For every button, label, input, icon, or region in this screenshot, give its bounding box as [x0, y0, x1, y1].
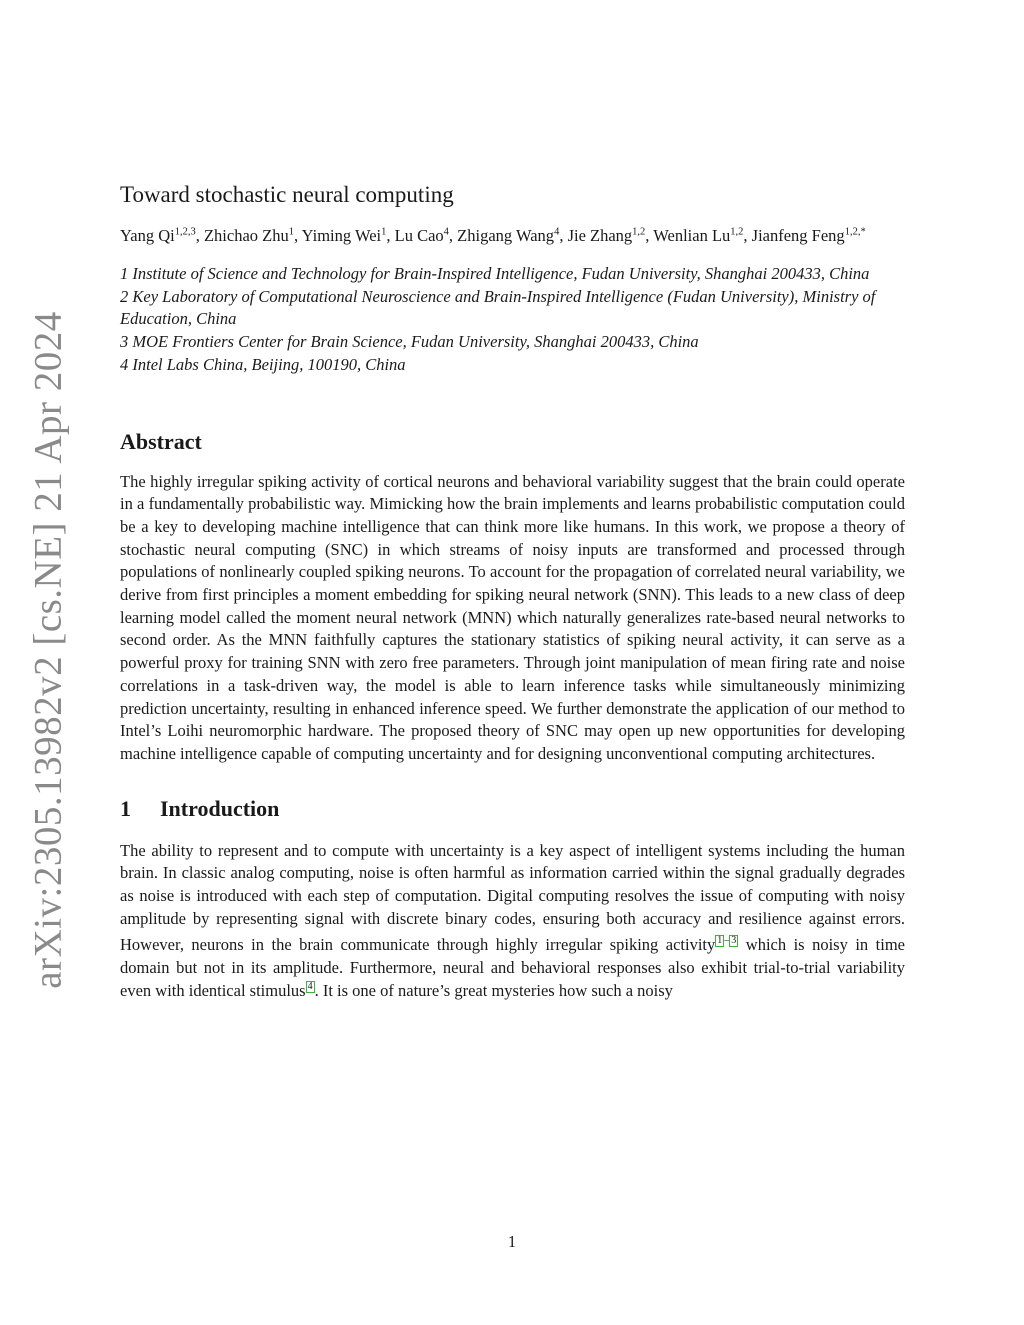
- affiliation: 1 Institute of Science and Technology for Brain-Inspired Intelligence, Fudan University, Shanghai 200433, China: [120, 264, 870, 283]
- affiliation: 4 Intel Labs China, Beijing, 100190, China: [120, 354, 406, 374]
- author: Zhichao Zhu$^1$,: [203, 226, 302, 245]
- affiliation: 3 MOE Frontiers Center for Brain Science, Fudan University, Shanghai 200433, China: [120, 332, 699, 352]
- page-number: 1: [507, 1232, 517, 1251]
- section-title: Introduction: [160, 795, 280, 821]
- affiliation-list: [120, 263, 905, 377]
- author: Jianfeng Feng$^{1,2,*}$: [751, 226, 866, 245]
- arxiv-identifier: arXiv:2305.13982v2 [cs.NE] 21 Apr 2024: [26, 311, 70, 989]
- affiliation: 2 Key Laboratory of Computational Neuroscience and Brain-Inspired Intelligence (Fudan University), Ministry of Education, China: [120, 286, 876, 329]
- author: Jie Zhang$^{1,2}$,: [567, 226, 654, 245]
- author: Yiming Wei$^1$,: [301, 226, 395, 245]
- author: Yang Qi$^{1,2,3}$,: [120, 226, 204, 245]
- introduction-paragraph: The ability to represent and to compute with uncertainty is a key aspect of intelligent systems including the human brain. In classic analog computing, noise is often harmful as information carried within the signal gradually degrades as noise is introduced with each step of computation. Digital computing resolves the issue of computing with noisy amplitude by representing signal with discrete binary codes, ensuring both accuracy and resilience against errors. However, neurons in the brain communicate through highly irregular spiking activity 1 – 3 which is noisy in time domain but not in its amplitude. Furthermore, neural and behavioral responses also exhibit trial-to-trial variability even with identical stimulus 4 . It is one of nature’s great mysteries how such a noisy: [120, 840, 905, 1000]
- author: Lu Cao$^4$,: [394, 226, 458, 245]
- paper-title: Toward stochastic neural computing: [120, 182, 454, 207]
- abstract-heading: Abstract: [120, 428, 202, 454]
- citation-link[interactable]: 1: [717, 935, 723, 947]
- citation-link[interactable]: 4: [307, 980, 313, 992]
- section-heading-introduction: [120, 796, 905, 822]
- section-number: 1: [120, 795, 131, 821]
- paper-content: [120, 182, 905, 1003]
- citation-link[interactable]: 3: [731, 935, 737, 947]
- abstract-text: The highly irregular spiking activity of cortical neurons and behavioral variability suggest that the brain could operate in a fundamentally probabilistic way. Mimicking how the brain implements and learns probabilistic computation could be a key to developing machine intelligence that can think more like humans. In this work, we propose a theory of stochastic neural computing (SNC) in which streams of noisy inputs are transformed and processed through populations of nonlinearly coupled spiking neurons. To account for the propagation of correlated neural variability, we derive from first principles a moment embedding for spiking neural network (SNN). This leads to a new class of deep learning model called the moment neural network (MNN) which naturally generalizes rate-based neural networks to second order. As the MNN faithfully captures the stationary statistics of spiking neural activity, it can serve as a powerful proxy for training SNN with zero free parameters. Through joint manipulation of mean firing rate and noise correlations in a task-driven way, the model is able to learn inference tasks while simultaneously minimizing prediction uncertainty, resulting in enhanced inference speed. We further demonstrate the application of our method to Intel’s Loihi neuromorphic hardware. The proposed theory of SNC may open up new opportunities for developing machine intelligence capable of computing uncertainty and for designing unconventional computing architectures.: [120, 471, 905, 763]
- citation-dash: –: [724, 935, 730, 947]
- author-list: [120, 224, 905, 247]
- author: Zhigang Wang$^4$,: [457, 226, 568, 245]
- author: Wenlian Lu$^{1,2}$,: [653, 226, 752, 245]
